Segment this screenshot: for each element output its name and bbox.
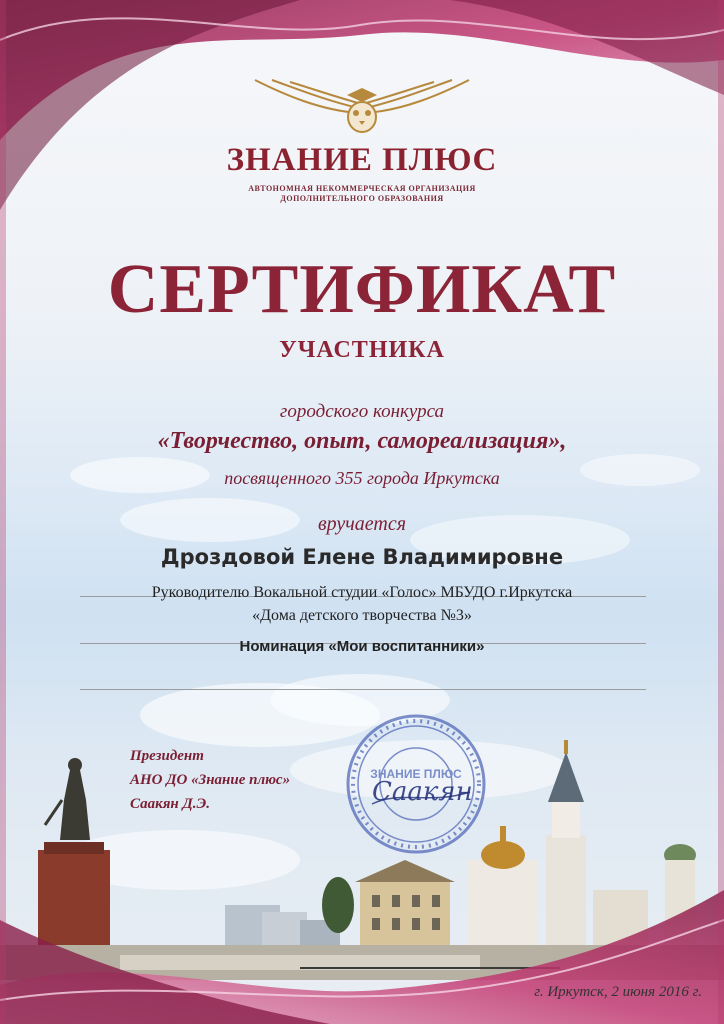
- recipient-name: Дроздовой Елене Владимировне: [160, 545, 564, 569]
- signatory-role: Президент: [130, 748, 204, 764]
- certificate-title: СЕРТИФИКАТ: [107, 251, 617, 328]
- organization-subtitle-line2: ДОПОЛНИТЕЛЬНОГО ОБРАЗОВАНИЯ: [280, 194, 444, 203]
- certificate-subtitle: УЧАСТНИКА: [279, 337, 445, 363]
- handwritten-signature: Саакян: [372, 777, 473, 807]
- position-line-2: «Дома детского творчества №3»: [252, 607, 472, 624]
- contest-line-1: городского конкурса: [279, 401, 445, 422]
- signatory-name: Саакян Д.Э.: [130, 796, 211, 812]
- signatory-org: АНО ДО «Знание плюс»: [130, 772, 291, 788]
- position-line-1: Руководителю Вокальной студии «Голос» МБУДО г.Иркутска: [151, 584, 573, 601]
- awarded-label: вручается: [317, 513, 407, 535]
- nomination: Номинация «Мои воспитанники»: [239, 638, 485, 655]
- stamp-lettering: ЗНАНИЕ ПЛЮС: [370, 767, 462, 781]
- organization-name: ЗНАНИЕ ПЛЮС: [226, 142, 498, 178]
- place-and-date: г. Иркутск, 2 июня 2016 г.: [534, 984, 702, 1000]
- contest-name: «Творчество, опыт, самореализация»,: [157, 428, 567, 454]
- organization-subtitle-line1: АВТОНОМНАЯ НЕКОММЕРЧЕСКАЯ ОРГАНИЗАЦИЯ: [248, 184, 476, 193]
- contest-line-3: посвященного 355 города Иркутска: [224, 468, 500, 488]
